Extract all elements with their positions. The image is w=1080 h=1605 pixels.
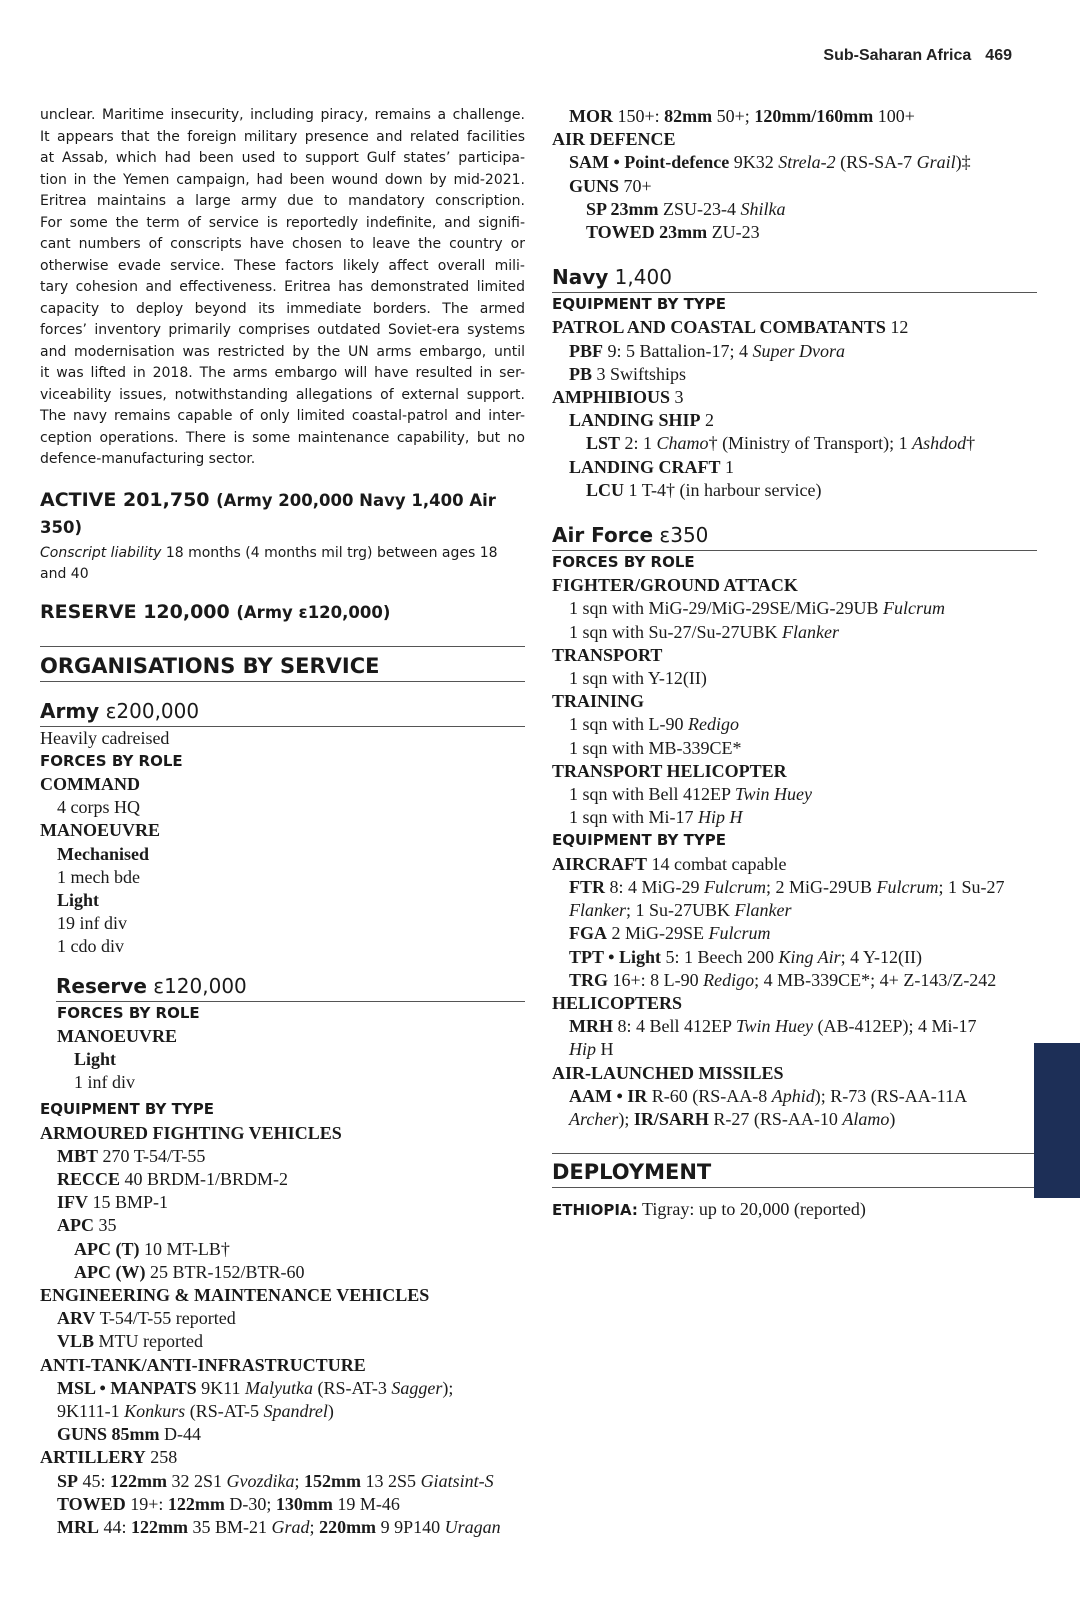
tpt-light-entry: TPT • Light 5: 1 Beech 200 King Air; 4 Y-12(II) xyxy=(569,946,922,967)
ftr-entry: FTR 8: 4 MiG-29 Fulcrum; 2 MiG-29UB Fulcrum; 1 Su-27 xyxy=(569,876,1005,897)
sp-ad-entry: SP 23mm ZSU-23-4 Shilka xyxy=(586,198,786,219)
mechanised-heading: Mechanised xyxy=(57,843,149,864)
intro-line: It appears that the foreign military presence and related facilities xyxy=(40,128,525,145)
helicopter-sqn-2: 1 sqn with Mi-17 Hip H xyxy=(569,807,743,828)
air-launched-missiles-heading: AIR-LAUNCHED MISSILES xyxy=(552,1062,784,1083)
reserve-strength xyxy=(40,599,525,626)
inf-div-entry: 19 inf div xyxy=(57,913,127,934)
apc-entry: APC 35 xyxy=(57,1215,117,1236)
training-sqn-2: 1 sqn with MB-339CE* xyxy=(569,737,742,758)
intro-line: otherwise evade service. These factors likely affect overall mili- xyxy=(40,257,525,274)
mortar-entry: MOR 150+: 82mm 50+; 120mm/160mm 100+ xyxy=(569,106,915,126)
reserve-detail: (Army ε120,000) xyxy=(236,602,391,622)
army-heading: Army ε200,000 xyxy=(40,698,525,727)
intro-line: defence-manufacturing sector. xyxy=(40,451,256,467)
org-heading: ORGANISATIONS BY SERVICE xyxy=(40,647,525,682)
sp-artillery-entry: SP 45: 122mm 32 2S1 Gvozdika; 152mm 13 2S5 Giatsint-S xyxy=(57,1470,494,1491)
left-column xyxy=(40,105,525,1539)
page-number: 469 xyxy=(985,47,1012,64)
cdo-div-entry: 1 cdo div xyxy=(57,936,124,957)
intro-line: at Assab, which had been used to support Gulf states’ participa- xyxy=(40,150,525,166)
fga-entry: FGA 2 MiG-29SE Fulcrum xyxy=(569,923,771,944)
intro-line: and modernisation was restricted by the UN arms embargo, until xyxy=(40,343,525,360)
ftr-entry-cont: Flanker; 1 Su-27UBK Flanker xyxy=(569,900,792,921)
manoeuvre-heading: MANOEUVRE xyxy=(40,820,160,841)
lst-entry: LST 2: 1 Chamo† (Ministry of Transport); 1 Ashdod† xyxy=(586,433,976,454)
navy-equipment-label: EQUIPMENT BY TYPE xyxy=(552,295,726,314)
reserve-manoeuvre-heading: MANOEUVRE xyxy=(57,1025,177,1046)
fighter-ground-attack-heading: FIGHTER/GROUND ATTACK xyxy=(552,575,798,596)
intro-line: forces’ inventory primarily comprises outdated Soviet-era systems xyxy=(40,322,525,338)
section-thumb-tab xyxy=(1034,1043,1080,1198)
right-column xyxy=(552,105,1037,1222)
helicopters-heading: HELICOPTERS xyxy=(552,992,683,1013)
training-heading: TRAINING xyxy=(552,691,645,712)
towed-artillery-entry: TOWED 19+: 122mm D-30; 130mm 19 M-46 xyxy=(57,1493,400,1514)
army-note: Heavily cadreised xyxy=(40,727,170,748)
intro-line: Eritrea maintains a large army due to mandatory conscription. xyxy=(40,193,525,209)
intro-line: it was lifted in 2018. The arms embargo will have resulted in ser- xyxy=(40,365,525,381)
transport-sqn: 1 sqn with Y-12(II) xyxy=(569,668,707,689)
mrh-entry: MRH 8: 4 Bell 412EP Twin Huey (AB-412EP); 4 Mi-17 xyxy=(569,1016,977,1037)
recce-entry: RECCE 40 BRDM-1/BRDM-2 xyxy=(57,1168,289,1189)
army-equipment-label: EQUIPMENT BY TYPE xyxy=(40,1100,214,1119)
deployment-heading: DEPLOYMENT xyxy=(552,1153,1037,1188)
intro-line: unclear. Maritime insecurity, including piracy, remains a challenge. xyxy=(40,107,525,123)
running-header xyxy=(823,47,1012,65)
active-detail: (Army 200,000 Navy 1,400 Air 350) xyxy=(40,490,496,537)
fga-sqn-2: 1 sqn with Su-27/Su-27UBK Flanker xyxy=(569,621,840,642)
air-equipment-label: EQUIPMENT BY TYPE xyxy=(552,831,726,850)
pbf-entry: PBF 9: 5 Battalion-17; 4 Super Dvora xyxy=(569,340,845,361)
landing-ship-heading: LANDING SHIP 2 xyxy=(569,410,715,431)
conscript-label: Conscript liability xyxy=(40,544,162,561)
aircraft-heading: AIRCRAFT 14 combat capable xyxy=(552,853,787,874)
engineering-heading: ENGINEERING & MAINTENANCE VEHICLES xyxy=(40,1284,430,1305)
apc-t-entry: APC (T) 10 MT-LB† xyxy=(74,1238,230,1259)
intro-line: For some the term of service is reportedly indefinite, and signifi- xyxy=(40,214,525,231)
conscript-text: 18 months (4 months mil trg) between ages 18 and 40 xyxy=(40,544,498,582)
mech-bde-entry: 1 mech bde xyxy=(57,866,140,887)
intro-line: cant numbers of conscripts have chosen to leave the country or xyxy=(40,236,525,252)
transport-helicopter-heading: TRANSPORT HELICOPTER xyxy=(552,760,787,781)
intro-line: The navy remains capable of only limited coastal-patrol and inter- xyxy=(40,408,525,424)
aam-entry-cont: Archer); IR/SARH R-27 (RS-AA-10 Alamo) xyxy=(569,1108,896,1129)
reserve-label: RESERVE 120,000 xyxy=(40,600,230,623)
arv-entry: ARV T-54/T-55 reported xyxy=(57,1308,236,1329)
trg-entry: TRG 16+: 8 L-90 Redigo; 4 MB-339CE*; 4+ Z-143/Z-242 xyxy=(569,969,997,990)
reserve-army-heading: Reserve ε120,000 xyxy=(56,973,525,1002)
mrh-entry-cont: Hip H xyxy=(569,1039,614,1060)
mbt-entry: MBT 270 T-54/T-55 xyxy=(57,1145,206,1166)
command-heading: COMMAND xyxy=(40,773,140,794)
air-defence-heading: AIR DEFENCE xyxy=(552,129,676,150)
training-sqn-1: 1 sqn with L-90 Redigo xyxy=(569,714,739,735)
air-forces-label: FORCES BY ROLE xyxy=(552,553,695,572)
ad-guns-entry: GUNS 70+ xyxy=(569,175,652,196)
artillery-heading: ARTILLERY 258 xyxy=(40,1447,178,1468)
aam-entry: AAM • IR R-60 (RS-AA-8 Aphid); R-73 (RS-AA-11A xyxy=(569,1085,968,1106)
intro-line: viceability issues, notwithstanding allegations of external support. xyxy=(40,386,525,403)
mrl-entry: MRL 44: 122mm 35 BM-21 Grad; 220mm 9 9P140 Uragan xyxy=(57,1517,501,1537)
helicopter-sqn-1: 1 sqn with Bell 412EP Twin Huey xyxy=(569,784,813,805)
afv-heading: ARMOURED FIGHTING VEHICLES xyxy=(40,1122,342,1143)
active-strength xyxy=(40,487,525,541)
intro-line: capacity to deploy beyond its immediate borders. The armed xyxy=(40,300,525,317)
reserve-light-heading: Light xyxy=(74,1048,117,1069)
msl-entry: MSL • MANPATS 9K11 Malyutka (RS-AT-3 Sagger); xyxy=(57,1377,454,1398)
sam-entry: SAM • Point-defence 9K32 Strela-2 (RS-SA-7 Grail)‡ xyxy=(569,152,971,173)
forces-by-role-label: FORCES BY ROLE xyxy=(40,751,183,770)
transport-heading: TRANSPORT xyxy=(552,644,663,665)
fga-sqn-1: 1 sqn with MiG-29/MiG-29SE/MiG-29UB Fulcrum xyxy=(569,598,946,619)
anti-tank-heading: ANTI-TANK/ANTI-INFRASTRUCTURE xyxy=(40,1354,366,1375)
reserve-forces-label: FORCES BY ROLE xyxy=(57,1003,200,1022)
intro-line: tion in the Yemen campaign, had been wound down by mid-2021. xyxy=(40,171,525,188)
towed-ad-entry: TOWED 23mm ZU-23 xyxy=(586,222,760,243)
light-heading: Light xyxy=(57,889,100,910)
msl-entry-cont: 9K111-1 Konkurs (RS-AT-5 Spandrel) xyxy=(57,1400,334,1421)
air-force-heading: Air Force ε350 xyxy=(552,522,1037,551)
pb-entry: PB 3 Swiftships xyxy=(569,363,687,384)
section-title: Sub-Saharan Africa xyxy=(823,47,972,64)
intro-line: tary cohesion and effectiveness. Eritrea has demonstrated limited xyxy=(40,279,525,295)
conscript-liability xyxy=(40,543,525,585)
lcu-entry: LCU 1 T-4† (in harbour service) xyxy=(586,479,822,500)
landing-craft-heading: LANDING CRAFT 1 xyxy=(569,456,735,477)
at-guns-entry: GUNS 85mm D-44 xyxy=(57,1424,201,1445)
amphibious-heading: AMPHIBIOUS 3 xyxy=(552,387,684,408)
ifv-entry: IFV 15 BMP-1 xyxy=(57,1192,169,1213)
navy-heading: Navy 1,400 xyxy=(552,264,1037,293)
vlb-entry: VLB MTU reported xyxy=(57,1331,203,1352)
apc-w-entry: APC (W) 25 BTR-152/BTR-60 xyxy=(74,1261,305,1282)
active-label: ACTIVE 201,750 xyxy=(40,488,210,511)
corps-entry: 4 corps HQ xyxy=(57,797,140,818)
deployment-ethiopia: ETHIOPIA: Tigray: up to 20,000 (reported) xyxy=(552,1199,866,1220)
intro-line: ception operations. There is some maintenance capability, but no xyxy=(40,429,525,446)
pcc-heading: PATROL AND COASTAL COMBATANTS 12 xyxy=(552,317,909,338)
reserve-inf-div-entry: 1 inf div xyxy=(74,1072,135,1093)
intro-paragraph xyxy=(40,105,525,471)
